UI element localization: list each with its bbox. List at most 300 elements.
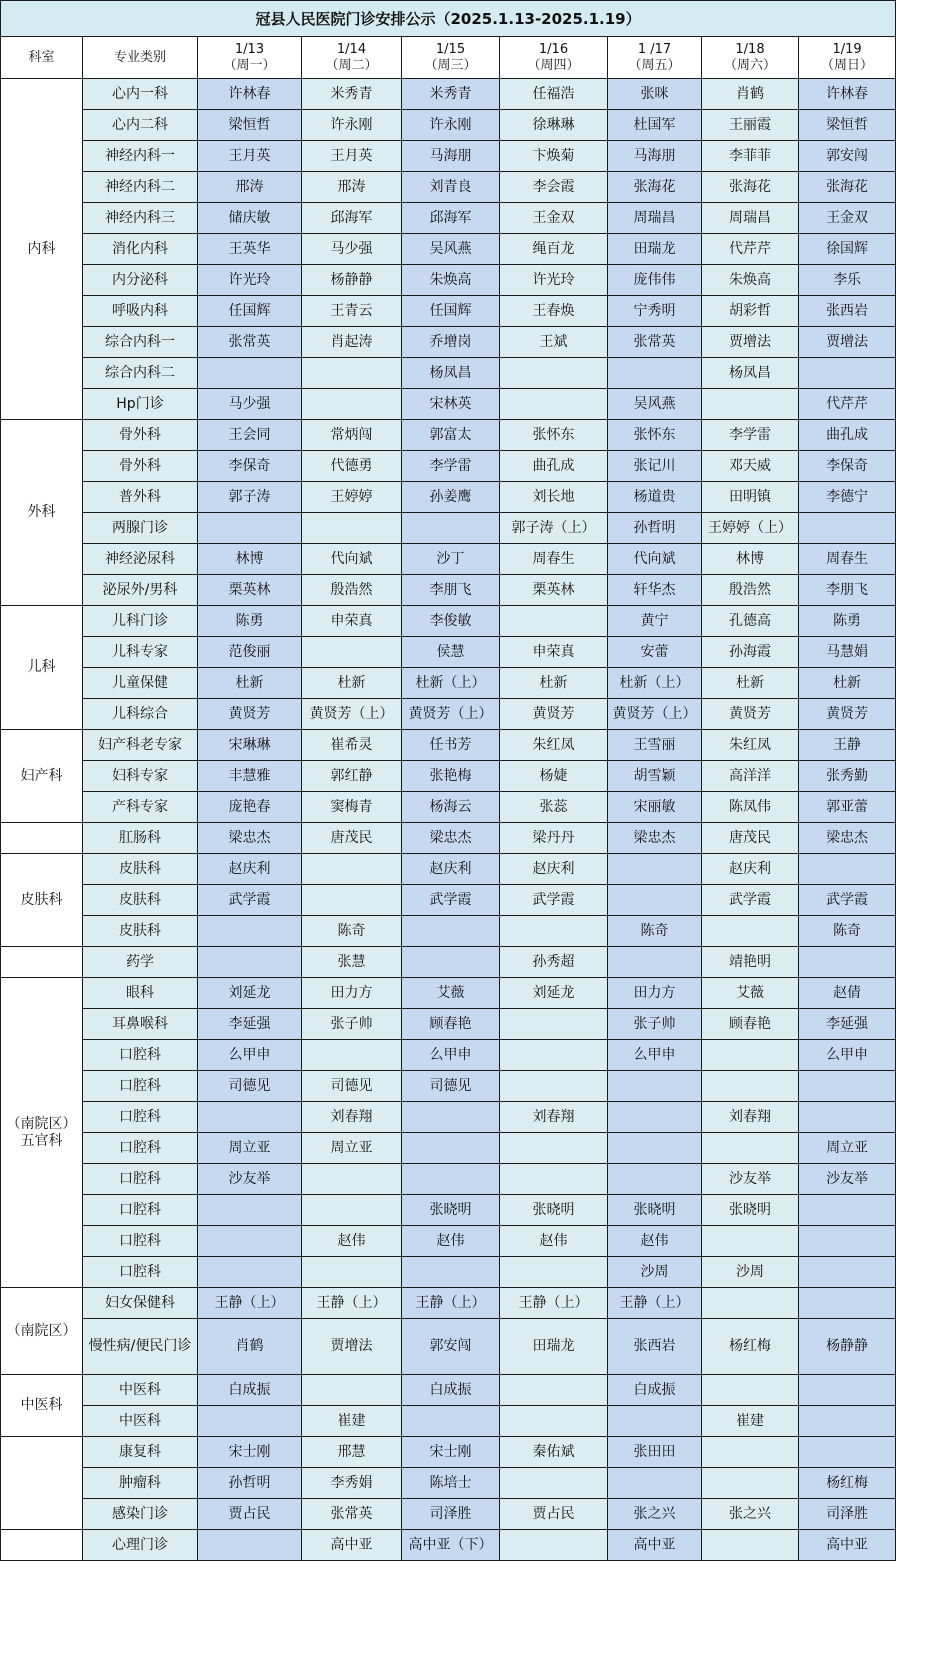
- doctor-cell: 张之兴: [608, 1499, 702, 1530]
- doctor-cell: 沙周: [608, 1257, 702, 1288]
- doctor-cell: [302, 637, 402, 668]
- doctor-cell: 代芹芹: [799, 389, 896, 420]
- doctor-cell: 许光玲: [500, 265, 608, 296]
- doctor-cell: 李乐: [799, 265, 896, 296]
- doctor-cell: 陈培士: [402, 1468, 500, 1499]
- doctor-cell: 李德宁: [799, 482, 896, 513]
- doctor-cell: 么甲申: [799, 1040, 896, 1071]
- table-row: [1, 296, 896, 327]
- doctor-cell: 高洋洋: [702, 761, 799, 792]
- doctor-cell: [608, 358, 702, 389]
- doctor-cell: 宋林英: [402, 389, 500, 420]
- doctor-cell: 杨静静: [799, 1319, 896, 1375]
- doctor-cell: [198, 1257, 302, 1288]
- doctor-cell: 杜新: [799, 668, 896, 699]
- doctor-cell: 王英华: [198, 234, 302, 265]
- doctor-cell: 陈凤伟: [702, 792, 799, 823]
- doctor-cell: [500, 1257, 608, 1288]
- doctor-cell: 周春生: [500, 544, 608, 575]
- doctor-cell: 陈奇: [799, 916, 896, 947]
- doctor-cell: 张慧: [302, 947, 402, 978]
- doctor-cell: 贾增法: [702, 327, 799, 358]
- doctor-cell: [608, 1406, 702, 1437]
- doctor-cell: 张海花: [608, 172, 702, 203]
- doctor-cell: 梁忠杰: [402, 823, 500, 854]
- doctor-cell: [198, 358, 302, 389]
- doctor-cell: 黄贤芳: [702, 699, 799, 730]
- doctor-cell: 庞艳春: [198, 792, 302, 823]
- doctor-cell: 肖鹤: [702, 79, 799, 110]
- doctor-cell: 武学霞: [500, 885, 608, 916]
- doctor-cell: [799, 1195, 896, 1226]
- table-row: [1, 761, 896, 792]
- table-row: [1, 637, 896, 668]
- table-row: [1, 482, 896, 513]
- doctor-cell: [198, 1226, 302, 1257]
- doctor-cell: [799, 1288, 896, 1319]
- doctor-cell: 肖起涛: [302, 327, 402, 358]
- doctor-cell: [799, 947, 896, 978]
- doctor-cell: 王婷婷（上）: [702, 513, 799, 544]
- table-row: [1, 234, 896, 265]
- doctor-cell: 丰慧雅: [198, 761, 302, 792]
- doctor-cell: 王春焕: [500, 296, 608, 327]
- table-row: [1, 79, 896, 110]
- doctor-cell: 马少强: [198, 389, 302, 420]
- specialty-cell: 神经泌尿科: [83, 544, 198, 575]
- doctor-cell: 黄贤芳（上）: [608, 699, 702, 730]
- doctor-cell: 赵倩: [799, 978, 896, 1009]
- doctor-cell: 米秀青: [402, 79, 500, 110]
- day-date: 1/14: [336, 41, 367, 57]
- specialty-cell: 神经内科二: [83, 172, 198, 203]
- doctor-cell: [608, 1133, 702, 1164]
- doctor-cell: 绳百龙: [500, 234, 608, 265]
- table-row: [1, 916, 896, 947]
- day-date: 1/13: [234, 41, 265, 57]
- doctor-cell: 代芹芹: [702, 234, 799, 265]
- doctor-cell: 卞焕菊: [500, 141, 608, 172]
- doctor-cell: 代德勇: [302, 451, 402, 482]
- doctor-cell: 刘春翔: [302, 1102, 402, 1133]
- doctor-cell: [799, 1102, 896, 1133]
- doctor-cell: 许林春: [198, 79, 302, 110]
- specialty-cell: 肿瘤科: [83, 1468, 198, 1499]
- doctor-cell: 宋琳琳: [198, 730, 302, 761]
- doctor-cell: 林博: [198, 544, 302, 575]
- doctor-cell: 杨海云: [402, 792, 500, 823]
- doctor-cell: [702, 389, 799, 420]
- dept-label-line: （南院区）: [6, 1115, 77, 1132]
- specialty-cell: 内分泌科: [83, 265, 198, 296]
- day-weekday: （周三）: [424, 57, 477, 73]
- doctor-cell: [799, 1406, 896, 1437]
- table-row: [1, 451, 896, 482]
- doctor-cell: 张西岩: [799, 296, 896, 327]
- specialty-cell: 骨外科: [83, 420, 198, 451]
- doctor-cell: 陈奇: [608, 916, 702, 947]
- doctor-cell: 任国辉: [402, 296, 500, 327]
- doctor-cell: 朱红凤: [500, 730, 608, 761]
- day-header: [799, 37, 896, 79]
- table-row: [1, 1319, 896, 1375]
- day-header: [198, 37, 302, 79]
- dept-label-line: 五官科: [20, 1132, 63, 1149]
- doctor-cell: 李朋飞: [402, 575, 500, 606]
- table-row: [1, 1040, 896, 1071]
- table-row: [1, 1195, 896, 1226]
- doctor-cell: [402, 947, 500, 978]
- doctor-cell: 司泽胜: [799, 1499, 896, 1530]
- dept-cell: 皮肤科: [1, 854, 83, 947]
- specialty-cell: 皮肤科: [83, 916, 198, 947]
- doctor-cell: [198, 1406, 302, 1437]
- doctor-cell: 司德见: [198, 1071, 302, 1102]
- doctor-cell: [608, 1071, 702, 1102]
- doctor-cell: 殷浩然: [302, 575, 402, 606]
- doctor-cell: 殷浩然: [702, 575, 799, 606]
- specialty-cell: 心内二科: [83, 110, 198, 141]
- doctor-cell: 崔建: [702, 1406, 799, 1437]
- doctor-cell: [402, 1164, 500, 1195]
- doctor-cell: 代向斌: [608, 544, 702, 575]
- doctor-cell: 刘长地: [500, 482, 608, 513]
- doctor-cell: 李会霞: [500, 172, 608, 203]
- doctor-cell: 郭子涛（上）: [500, 513, 608, 544]
- dept-cell: [1, 947, 83, 978]
- doctor-cell: 栗英林: [198, 575, 302, 606]
- doctor-cell: 侯慧: [402, 637, 500, 668]
- doctor-cell: 么甲申: [608, 1040, 702, 1071]
- table-row: [1, 699, 896, 730]
- doctor-cell: [702, 1468, 799, 1499]
- doctor-cell: 赵伟: [302, 1226, 402, 1257]
- dept-cell: （南院区）: [1, 1288, 83, 1375]
- doctor-cell: 高中亚: [608, 1530, 702, 1561]
- doctor-cell: [198, 947, 302, 978]
- doctor-cell: 么甲申: [402, 1040, 500, 1071]
- doctor-cell: [302, 1257, 402, 1288]
- doctor-cell: 杨红梅: [702, 1319, 799, 1375]
- title-row: [1, 1, 896, 37]
- doctor-cell: 刘延龙: [500, 978, 608, 1009]
- doctor-cell: [702, 1133, 799, 1164]
- doctor-cell: 孔德高: [702, 606, 799, 637]
- table-row: [1, 1468, 896, 1499]
- specialty-cell: 药学: [83, 947, 198, 978]
- doctor-cell: [608, 1102, 702, 1133]
- table-row: [1, 172, 896, 203]
- specialty-cell: 神经内科三: [83, 203, 198, 234]
- doctor-cell: 黄贤芳（上）: [302, 699, 402, 730]
- doctor-cell: 王静（上）: [302, 1288, 402, 1319]
- dept-cell: 妇产科: [1, 730, 83, 823]
- doctor-cell: 邱海军: [302, 203, 402, 234]
- doctor-cell: [799, 1226, 896, 1257]
- doctor-cell: 王会同: [198, 420, 302, 451]
- doctor-cell: 宋丽敏: [608, 792, 702, 823]
- doctor-cell: 邓天威: [702, 451, 799, 482]
- specialty-cell: 两腺门诊: [83, 513, 198, 544]
- specialty-cell: 产科专家: [83, 792, 198, 823]
- doctor-cell: [302, 513, 402, 544]
- doctor-cell: [799, 854, 896, 885]
- doctor-cell: 李菲菲: [702, 141, 799, 172]
- day-header: [402, 37, 500, 79]
- doctor-cell: [198, 1195, 302, 1226]
- dept-cell: [1, 1530, 83, 1561]
- table-row: [1, 1164, 896, 1195]
- day-header: [608, 37, 702, 79]
- doctor-cell: 张晓明: [500, 1195, 608, 1226]
- doctor-cell: 申荣真: [302, 606, 402, 637]
- doctor-cell: 李俊敏: [402, 606, 500, 637]
- doctor-cell: 储庆敏: [198, 203, 302, 234]
- dept-cell: [1, 823, 83, 854]
- doctor-cell: 杨凤昌: [402, 358, 500, 389]
- doctor-cell: 孙海霞: [702, 637, 799, 668]
- doctor-cell: 张咪: [608, 79, 702, 110]
- doctor-cell: 吴风燕: [402, 234, 500, 265]
- specialty-cell: 肛肠科: [83, 823, 198, 854]
- doctor-cell: 陈勇: [198, 606, 302, 637]
- doctor-cell: 曲孔成: [500, 451, 608, 482]
- doctor-cell: 米秀青: [302, 79, 402, 110]
- specialty-cell: 口腔科: [83, 1164, 198, 1195]
- doctor-cell: 庞伟伟: [608, 265, 702, 296]
- doctor-cell: 胡雪颖: [608, 761, 702, 792]
- doctor-cell: [198, 513, 302, 544]
- doctor-cell: 窦梅青: [302, 792, 402, 823]
- doctor-cell: 崔建: [302, 1406, 402, 1437]
- doctor-cell: 郭红静: [302, 761, 402, 792]
- day-header: [302, 37, 402, 79]
- doctor-cell: 张晓明: [402, 1195, 500, 1226]
- dept-cell: [1, 1437, 83, 1530]
- doctor-cell: 刘春翔: [500, 1102, 608, 1133]
- doctor-cell: 沙周: [702, 1257, 799, 1288]
- doctor-cell: [702, 1288, 799, 1319]
- doctor-cell: 张西岩: [608, 1319, 702, 1375]
- doctor-cell: 周立亚: [799, 1133, 896, 1164]
- doctor-cell: [500, 1375, 608, 1406]
- doctor-cell: 梁忠杰: [198, 823, 302, 854]
- doctor-cell: [198, 916, 302, 947]
- specialty-cell: 口腔科: [83, 1226, 198, 1257]
- doctor-cell: 李延强: [198, 1009, 302, 1040]
- doctor-cell: 马少强: [302, 234, 402, 265]
- specialty-header: 专业类别: [83, 37, 198, 79]
- doctor-cell: [302, 389, 402, 420]
- table-row: [1, 1226, 896, 1257]
- table-row: [1, 327, 896, 358]
- doctor-cell: 陈勇: [799, 606, 896, 637]
- doctor-cell: 任国辉: [198, 296, 302, 327]
- doctor-cell: 王金双: [500, 203, 608, 234]
- day-date: 1/15: [435, 41, 466, 57]
- doctor-cell: 赵庆利: [198, 854, 302, 885]
- doctor-cell: [302, 854, 402, 885]
- table-row: [1, 544, 896, 575]
- doctor-cell: [302, 358, 402, 389]
- doctor-cell: 王静（上）: [198, 1288, 302, 1319]
- doctor-cell: 代向斌: [302, 544, 402, 575]
- doctor-cell: 贾增法: [302, 1319, 402, 1375]
- specialty-cell: 感染门诊: [83, 1499, 198, 1530]
- doctor-cell: 田力方: [302, 978, 402, 1009]
- page-title: 冠县人民医院门诊安排公示（2025.1.13-2025.1.19）: [1, 1, 896, 37]
- table-row: [1, 575, 896, 606]
- doctor-cell: 张秀勤: [799, 761, 896, 792]
- doctor-cell: [500, 606, 608, 637]
- specialty-cell: 儿童保健: [83, 668, 198, 699]
- doctor-cell: 刘延龙: [198, 978, 302, 1009]
- specialty-cell: 呼吸内科: [83, 296, 198, 327]
- specialty-cell: 康复科: [83, 1437, 198, 1468]
- table-row: [1, 1071, 896, 1102]
- doctor-cell: 申荣真: [500, 637, 608, 668]
- doctor-cell: 许光玲: [198, 265, 302, 296]
- specialty-cell: 心理门诊: [83, 1530, 198, 1561]
- doctor-cell: 肖鹤: [198, 1319, 302, 1375]
- doctor-cell: 李学雷: [402, 451, 500, 482]
- doctor-cell: 胡彩哲: [702, 296, 799, 327]
- doctor-cell: [500, 916, 608, 947]
- doctor-cell: 邢涛: [198, 172, 302, 203]
- doctor-cell: 朱焕高: [702, 265, 799, 296]
- doctor-cell: 王青云: [302, 296, 402, 327]
- doctor-cell: [402, 1406, 500, 1437]
- doctor-cell: 乔增岗: [402, 327, 500, 358]
- specialty-cell: 骨外科: [83, 451, 198, 482]
- doctor-cell: 杜新: [302, 668, 402, 699]
- table-row: [1, 420, 896, 451]
- doctor-cell: 王月英: [302, 141, 402, 172]
- doctor-cell: [302, 1375, 402, 1406]
- doctor-cell: 杜新（上）: [402, 668, 500, 699]
- doctor-cell: 王静（上）: [608, 1288, 702, 1319]
- table-row: [1, 668, 896, 699]
- doctor-cell: 马海朋: [402, 141, 500, 172]
- doctor-cell: 周立亚: [302, 1133, 402, 1164]
- doctor-cell: 唐茂民: [302, 823, 402, 854]
- doctor-cell: 杨红梅: [799, 1468, 896, 1499]
- day-date: 1/19: [832, 41, 862, 57]
- doctor-cell: 沙友举: [198, 1164, 302, 1195]
- table-row: [1, 978, 896, 1009]
- doctor-cell: [702, 1226, 799, 1257]
- doctor-cell: [702, 916, 799, 947]
- doctor-cell: [500, 1406, 608, 1437]
- doctor-cell: 徐琳琳: [500, 110, 608, 141]
- doctor-cell: [799, 1437, 896, 1468]
- doctor-cell: 司德见: [402, 1071, 500, 1102]
- specialty-cell: 皮肤科: [83, 885, 198, 916]
- doctor-cell: 吴风燕: [608, 389, 702, 420]
- doctor-cell: 杜新: [500, 668, 608, 699]
- doctor-cell: 张艳梅: [402, 761, 500, 792]
- doctor-cell: [702, 1040, 799, 1071]
- doctor-cell: 黄贤芳: [799, 699, 896, 730]
- specialty-cell: 口腔科: [83, 1102, 198, 1133]
- doctor-cell: 邢涛: [302, 172, 402, 203]
- doctor-cell: 宋士刚: [198, 1437, 302, 1468]
- table-row: [1, 823, 896, 854]
- doctor-cell: 顾春艳: [402, 1009, 500, 1040]
- doctor-cell: 任书芳: [402, 730, 500, 761]
- doctor-cell: 黄贤芳: [500, 699, 608, 730]
- specialty-cell: 口腔科: [83, 1257, 198, 1288]
- doctor-cell: 王斌: [500, 327, 608, 358]
- doctor-cell: 常炳闯: [302, 420, 402, 451]
- day-weekday: （周四）: [527, 57, 580, 73]
- day-weekday: （周日）: [821, 57, 874, 73]
- doctor-cell: 王月英: [198, 141, 302, 172]
- doctor-cell: 陈奇: [302, 916, 402, 947]
- doctor-cell: 安蕾: [608, 637, 702, 668]
- doctor-cell: 栗英林: [500, 575, 608, 606]
- doctor-cell: 黄宁: [608, 606, 702, 637]
- doctor-cell: 郭子涛: [198, 482, 302, 513]
- dept-cell: [1, 978, 83, 1288]
- specialty-cell: Hp门诊: [83, 389, 198, 420]
- doctor-cell: [500, 1133, 608, 1164]
- doctor-cell: 杜新（上）: [608, 668, 702, 699]
- doctor-cell: 张子帅: [302, 1009, 402, 1040]
- table-row: [1, 1257, 896, 1288]
- doctor-cell: 许永刚: [302, 110, 402, 141]
- doctor-cell: 曲孔成: [799, 420, 896, 451]
- table-row: [1, 141, 896, 172]
- doctor-cell: 李朋飞: [799, 575, 896, 606]
- doctor-cell: [302, 1164, 402, 1195]
- doctor-cell: 李延强: [799, 1009, 896, 1040]
- doctor-cell: 武学霞: [702, 885, 799, 916]
- doctor-cell: 王婷婷: [302, 482, 402, 513]
- doctor-cell: 张晓明: [608, 1195, 702, 1226]
- doctor-cell: 张怀东: [500, 420, 608, 451]
- doctor-cell: 梁恒哲: [198, 110, 302, 141]
- doctor-cell: [500, 1009, 608, 1040]
- specialty-cell: 耳鼻喉科: [83, 1009, 198, 1040]
- specialty-cell: 普外科: [83, 482, 198, 513]
- doctor-cell: 张海花: [799, 172, 896, 203]
- doctor-cell: [500, 1468, 608, 1499]
- doctor-cell: 郭亚蕾: [799, 792, 896, 823]
- doctor-cell: 贾占民: [500, 1499, 608, 1530]
- doctor-cell: 梁丹丹: [500, 823, 608, 854]
- doctor-cell: 杨婕: [500, 761, 608, 792]
- table-row: [1, 513, 896, 544]
- table-row: [1, 1133, 896, 1164]
- doctor-cell: 梁恒哲: [799, 110, 896, 141]
- doctor-cell: 张记川: [608, 451, 702, 482]
- doctor-cell: 李秀娟: [302, 1468, 402, 1499]
- header-row: [1, 37, 896, 79]
- day-date: 1/16: [538, 41, 569, 57]
- day-header: [702, 37, 799, 79]
- doctor-cell: 郭安闯: [799, 141, 896, 172]
- table-row: [1, 358, 896, 389]
- specialty-cell: 综合内科二: [83, 358, 198, 389]
- doctor-cell: [402, 1257, 500, 1288]
- doctor-cell: 艾薇: [402, 978, 500, 1009]
- specialty-cell: 心内一科: [83, 79, 198, 110]
- doctor-cell: 黄贤芳: [198, 699, 302, 730]
- doctor-cell: 李保奇: [198, 451, 302, 482]
- doctor-cell: 田瑞龙: [500, 1319, 608, 1375]
- doctor-cell: 沙丁: [402, 544, 500, 575]
